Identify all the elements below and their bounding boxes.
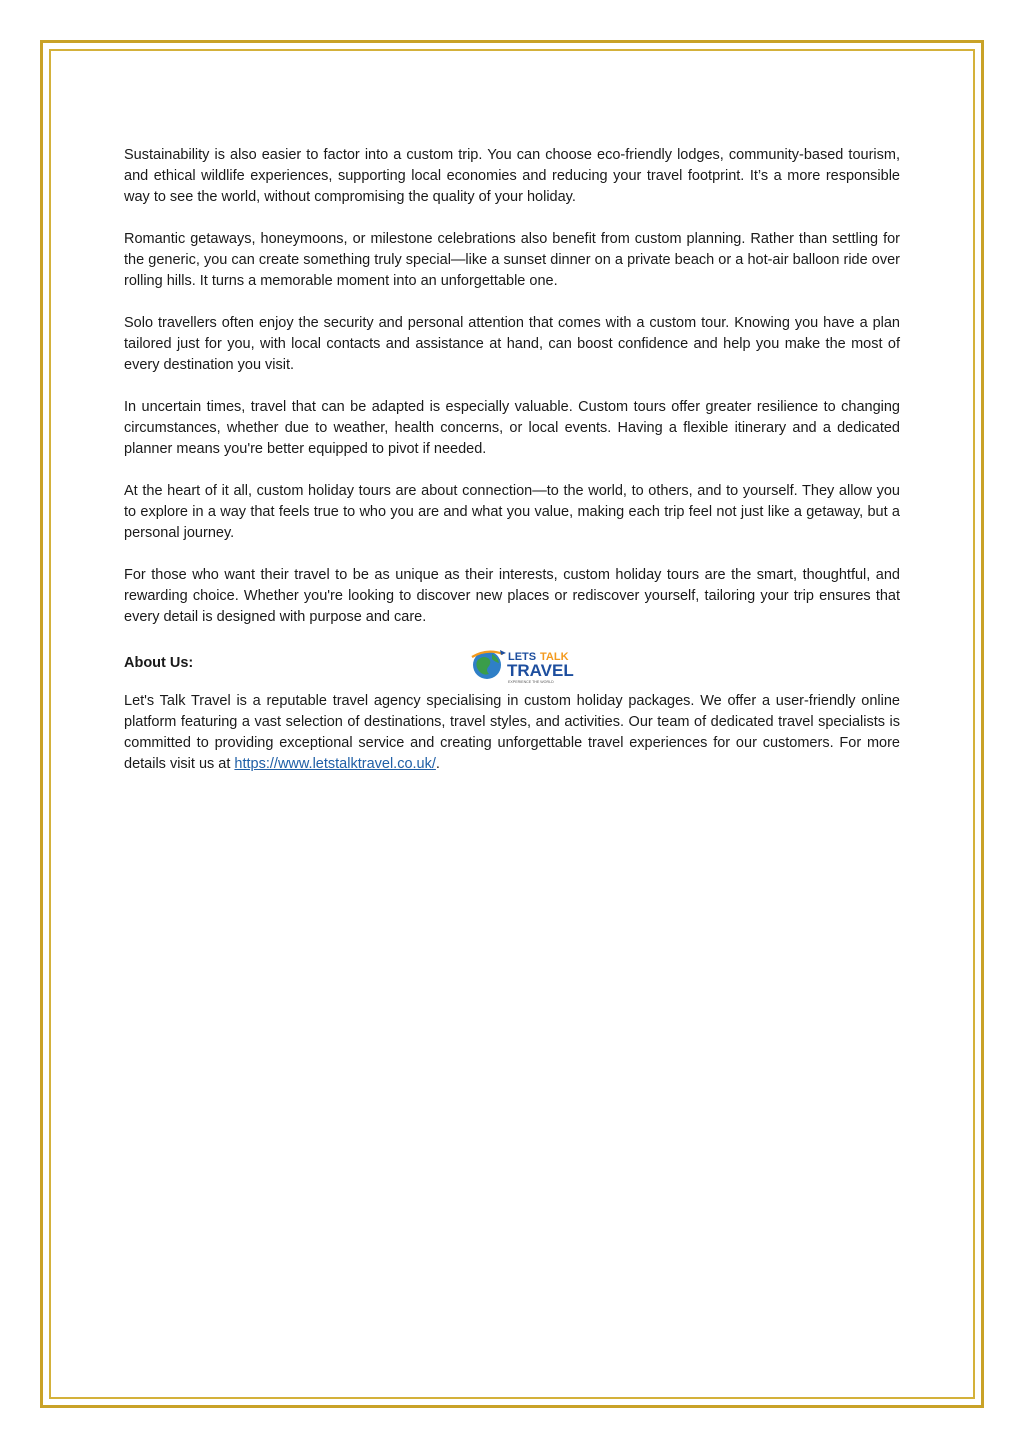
about-section-header: [124, 649, 900, 691]
about-text: Let's Talk Travel is a reputable travel agency specialising in custom holiday packages. We offer a user-friendly online platform featuring a vast selection of destinations, travel styles, and activities. Our team of dedicated travel specialists is committed to providing exceptional service and creating unforgettable travel experiences for our customers. For more details visit us at: [124, 693, 900, 772]
paragraph-sustainability: Sustainability is also easier to factor into a custom trip. You can choose eco-friendly lodges, community-based tourism, and ethical wildlife experiences, supporting local economies and reducing your travel footprint. It’s a more responsible way to see the world, without compromising the quality of your holiday.: [124, 147, 900, 205]
logo-tagline: EXPERIENCE THE WORLD: [508, 680, 554, 684]
globe-airplane-icon: [472, 650, 506, 679]
logo-word-travel: TRAVEL: [507, 661, 574, 680]
about-trailing-period: .: [435, 756, 440, 772]
paragraph-uncertain-times: In uncertain times, travel that can be adapted is especially valuable. Custom tours offer greater resilience to changing circumstances, whether due to weather, health concerns, or local events. Having a flexible itinerary and a dedicated planner means you're better equipped to pivot if needed.: [124, 399, 900, 457]
lets-talk-travel-logo: [470, 645, 586, 685]
logo-word-lets: LETS: [508, 651, 537, 663]
about-paragraph: [124, 691, 900, 775]
document-body: [124, 145, 900, 796]
paragraph-solo: Solo travellers often enjoy the security and personal attention that comes with a custom tour. Knowing you have a plan tailored just for you, with local contacts and assistance at hand, can boost confidence and help you make the most of every destination you visit.: [124, 315, 900, 373]
about-heading: About Us:: [124, 655, 194, 671]
paragraph-romantic: Romantic getaways, honeymoons, or milestone celebrations also benefit from custom planning. Rather than settling for the generic, you can create something truly special—like a sunset dinner on a private beach or a hot-air balloon ride over rolling hills. It turns a memorable moment into an unforgettable one.: [124, 231, 900, 289]
logo-word-talk: TALK: [540, 651, 569, 663]
paragraph-conclusion: For those who want their travel to be as unique as their interests, custom holiday tours are the smart, thoughtful, and rewarding choice. Whether you're looking to discover new places or rediscover yourself, tailoring your trip ensures that every detail is designed with purpose and care.: [124, 567, 900, 625]
paragraph-connection: At the heart of it all, custom holiday tours are about connection—to the world, to others, and to yourself. They allow you to explore in a way that feels true to who you are and what you value, making each trip feel not just like a getaway, but a personal journey.: [124, 483, 900, 541]
website-link[interactable]: https://www.letstalktravel.co.uk/: [234, 756, 436, 772]
